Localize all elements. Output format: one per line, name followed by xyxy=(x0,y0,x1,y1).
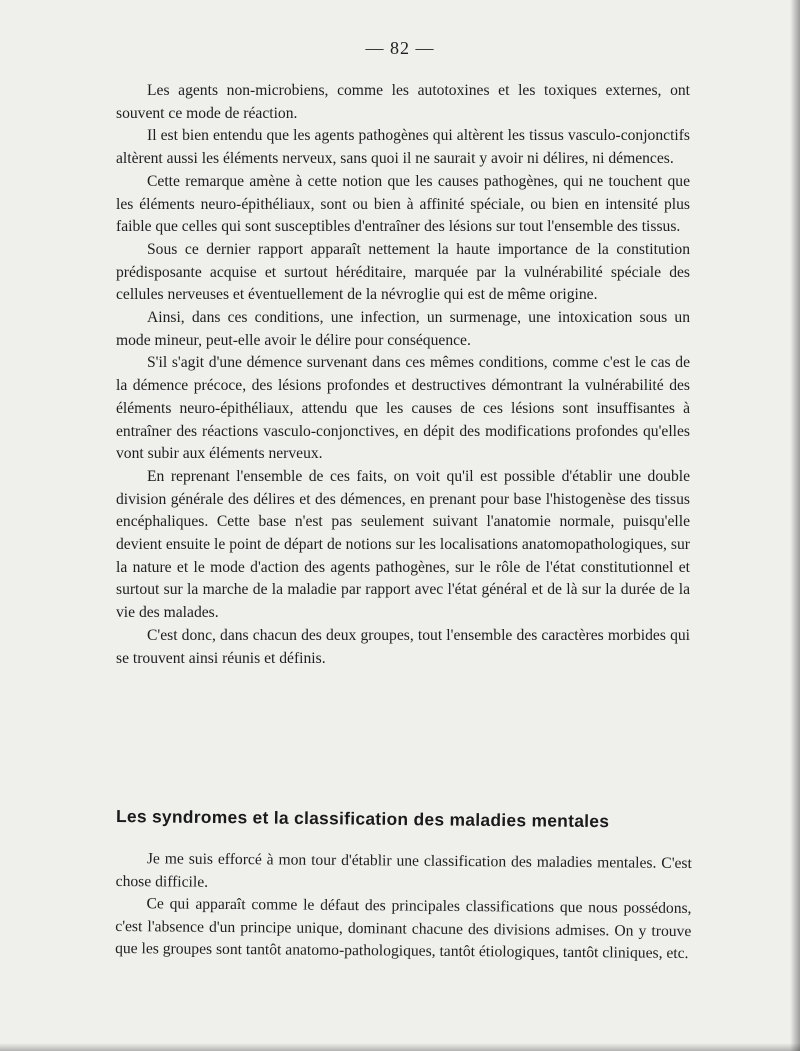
page-number: — 82 — xyxy=(365,38,435,58)
paragraph: C'est donc, dans chacun des deux groupes, tout l'ensemble des caractères morbides qui se trouvent ainsi réunis et définis. xyxy=(116,626,690,667)
body-text xyxy=(116,80,690,670)
paragraph: Ce qui apparaît comme le défaut des principales classifications que nous possédons, c'est l'absence d'un principe unique, dominant chacune des divisions admises. On y trouve que les groupes sont tantôt anatomo-pathologiques, tantôt étiologiques, tantôt cliniques, etc. xyxy=(115,895,692,962)
page-edge-shadow xyxy=(790,0,800,1051)
paragraph: Cette remarque amène à cette notion que les causes pathogènes, qui ne touchent que les éléments neuro-épithéliaux, sont ou bien à affinité spéciale, ou bien en intensité plus faible que celles qui sont susceptibles d'entraîner des lésions sur tout l'ensemble des tissus. xyxy=(116,172,690,236)
paragraph: S'il s'agit d'une démence survenant dans ces mêmes conditions, comme c'est le cas de la démence précoce, des lésions profondes et destructives démontrant la vulnérabilité des éléments neuro-épithéliaux, attendu que les causes de ces lésions sont insuffisantes à entraîner des réactions vasculo-conjonctives, en dépit des modifications profondes qu'elles vont subir aux éléments nerveux. xyxy=(116,354,690,463)
paragraph: En reprenant l'ensemble de ces faits, on voit qu'il est possible d'établir une double division générale des délires et des démences, en prenant pour base l'histogenèse des tissus encéphaliques. Cette base n'est pas seulement suivant l'anatomie normale, puisqu'elle devient ensuite le point de départ de notions sur les localisations anatomopathologiques, sur la nature et le mode d'action des agents pathogènes, sur le rôle de l'état constitutionnel et surtout sur la marche de la maladie par rapport avec l'état général et de là sur la durée de la vie des malades. xyxy=(116,467,690,622)
section-heading: Les syndromes et la classification des maladies mentales xyxy=(115,806,610,832)
page-bottom-shadow xyxy=(0,1043,800,1051)
paragraph: Il est bien entendu que les agents pathogènes qui altèrent les tissus vasculo-conjonctifs altèrent aussi les éléments nerveux, sans quoi il ne saurait y avoir ni délires, ni démences. xyxy=(116,127,690,168)
paragraph: Je me suis efforcé à mon tour d'établir une classification des maladies mentales. C'est chose difficile. xyxy=(115,850,692,891)
paragraph: Les agents non-microbiens, comme les autotoxines et les toxiques externes, ont souvent ce mode de réaction. xyxy=(116,82,690,122)
section-body-text xyxy=(115,848,692,966)
paragraph: Ainsi, dans ces conditions, une infection, un surmenage, une intoxication sous un mode mineur, peut-elle avoir le délire pour conséquence. xyxy=(116,309,690,349)
paragraph: Sous ce dernier rapport apparaît nettement la haute importance de la constitution prédisposante acquise et surtout héréditaire, marquée par la vulnérabilité spéciale des cellules nerveuses et éventuellement de la névroglie qui est de même origine. xyxy=(116,240,690,304)
